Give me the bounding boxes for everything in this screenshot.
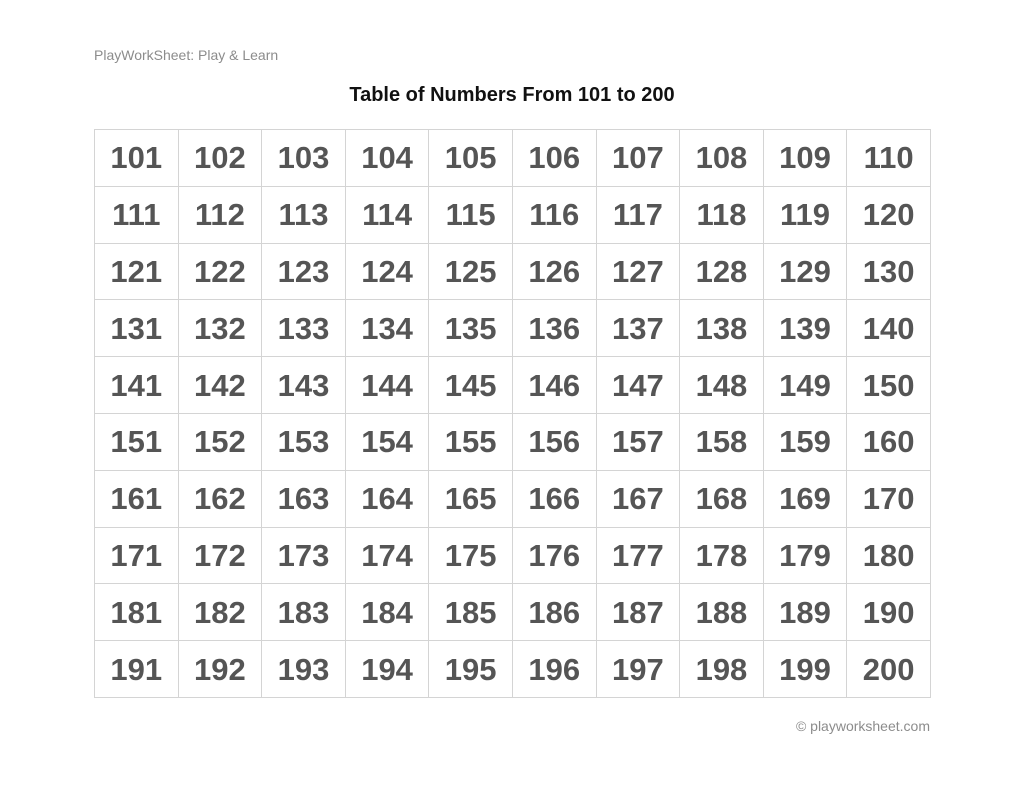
number-cell: 157: [596, 413, 680, 470]
number-cell: 161: [95, 470, 179, 527]
table-row: [95, 130, 931, 187]
number-cell: 181: [95, 584, 179, 641]
number-cell: 114: [345, 186, 429, 243]
number-cell: 158: [680, 413, 764, 470]
number-cell: 193: [262, 641, 346, 698]
number-cell: 198: [680, 641, 764, 698]
number-cell: 149: [763, 357, 847, 414]
number-cell: 147: [596, 357, 680, 414]
number-cell: 128: [680, 243, 764, 300]
number-cell: 108: [680, 130, 764, 187]
number-cell: 187: [596, 584, 680, 641]
number-cell: 189: [763, 584, 847, 641]
number-cell: 138: [680, 300, 764, 357]
page-title: Table of Numbers From 101 to 200: [349, 84, 675, 106]
number-cell: 154: [345, 413, 429, 470]
number-cell: 175: [429, 527, 513, 584]
number-cell: 107: [596, 130, 680, 187]
number-cell: 134: [345, 300, 429, 357]
number-cell: 173: [262, 527, 346, 584]
number-cell: 121: [95, 243, 179, 300]
number-cell: 176: [512, 527, 596, 584]
number-cell: 186: [512, 584, 596, 641]
number-cell: 135: [429, 300, 513, 357]
number-cell: 101: [95, 130, 179, 187]
number-cell: 148: [680, 357, 764, 414]
number-cell: 117: [596, 186, 680, 243]
number-cell: 132: [178, 300, 262, 357]
number-cell: 152: [178, 413, 262, 470]
number-cell: 172: [178, 527, 262, 584]
number-cell: 167: [596, 470, 680, 527]
number-cell: 119: [763, 186, 847, 243]
number-cell: 155: [429, 413, 513, 470]
number-cell: 168: [680, 470, 764, 527]
table-row: [95, 243, 931, 300]
number-cell: 146: [512, 357, 596, 414]
number-cell: 182: [178, 584, 262, 641]
number-cell: 190: [847, 584, 931, 641]
number-cell: 153: [262, 413, 346, 470]
number-cell: 163: [262, 470, 346, 527]
number-cell: 112: [178, 186, 262, 243]
number-cell: 139: [763, 300, 847, 357]
number-cell: 142: [178, 357, 262, 414]
number-cell: 159: [763, 413, 847, 470]
table-row: [95, 470, 931, 527]
table-row: [95, 186, 931, 243]
number-cell: 194: [345, 641, 429, 698]
number-cell: 179: [763, 527, 847, 584]
number-cell: 177: [596, 527, 680, 584]
number-cell: 143: [262, 357, 346, 414]
number-cell: 160: [847, 413, 931, 470]
number-cell: 103: [262, 130, 346, 187]
number-cell: 118: [680, 186, 764, 243]
number-cell: 171: [95, 527, 179, 584]
number-cell: 162: [178, 470, 262, 527]
number-cell: 185: [429, 584, 513, 641]
number-table-body: [95, 130, 931, 698]
number-cell: 191: [95, 641, 179, 698]
number-cell: 127: [596, 243, 680, 300]
number-cell: 122: [178, 243, 262, 300]
number-cell: 136: [512, 300, 596, 357]
number-cell: 199: [763, 641, 847, 698]
number-cell: 109: [763, 130, 847, 187]
copyright-footer: © playworksheet.com: [795, 718, 930, 734]
number-cell: 120: [847, 186, 931, 243]
table-row: [95, 641, 931, 698]
number-cell: 150: [847, 357, 931, 414]
number-cell: 188: [680, 584, 764, 641]
table-row: [95, 584, 931, 641]
table-row: [95, 527, 931, 584]
number-cell: 184: [345, 584, 429, 641]
number-cell: 141: [95, 357, 179, 414]
number-cell: 104: [345, 130, 429, 187]
number-cell: 102: [178, 130, 262, 187]
number-cell: 110: [847, 130, 931, 187]
number-cell: 130: [847, 243, 931, 300]
number-cell: 170: [847, 470, 931, 527]
number-cell: 113: [262, 186, 346, 243]
number-cell: 145: [429, 357, 513, 414]
number-cell: 174: [345, 527, 429, 584]
number-cell: 106: [512, 130, 596, 187]
number-cell: 131: [95, 300, 179, 357]
number-cell: 116: [512, 186, 596, 243]
number-cell: 169: [763, 470, 847, 527]
number-cell: 183: [262, 584, 346, 641]
number-cell: 164: [345, 470, 429, 527]
number-cell: 156: [512, 413, 596, 470]
number-cell: 137: [596, 300, 680, 357]
number-cell: 123: [262, 243, 346, 300]
number-cell: 140: [847, 300, 931, 357]
number-cell: 165: [429, 470, 513, 527]
table-row: [95, 357, 931, 414]
number-cell: 180: [847, 527, 931, 584]
number-cell: 124: [345, 243, 429, 300]
table-row: [95, 413, 931, 470]
number-cell: 129: [763, 243, 847, 300]
number-cell: 195: [429, 641, 513, 698]
number-cell: 144: [345, 357, 429, 414]
number-cell: 111: [95, 186, 179, 243]
table-row: [95, 300, 931, 357]
number-cell: 105: [429, 130, 513, 187]
brand-header: PlayWorkSheet: Play & Learn: [94, 47, 279, 63]
number-cell: 166: [512, 470, 596, 527]
number-cell: 151: [95, 413, 179, 470]
number-cell: 133: [262, 300, 346, 357]
number-cell: 125: [429, 243, 513, 300]
number-cell: 115: [429, 186, 513, 243]
number-cell: 126: [512, 243, 596, 300]
number-cell: 196: [512, 641, 596, 698]
number-cell: 178: [680, 527, 764, 584]
number-cell: 200: [847, 641, 931, 698]
number-table: [94, 129, 931, 698]
number-cell: 192: [178, 641, 262, 698]
number-cell: 197: [596, 641, 680, 698]
